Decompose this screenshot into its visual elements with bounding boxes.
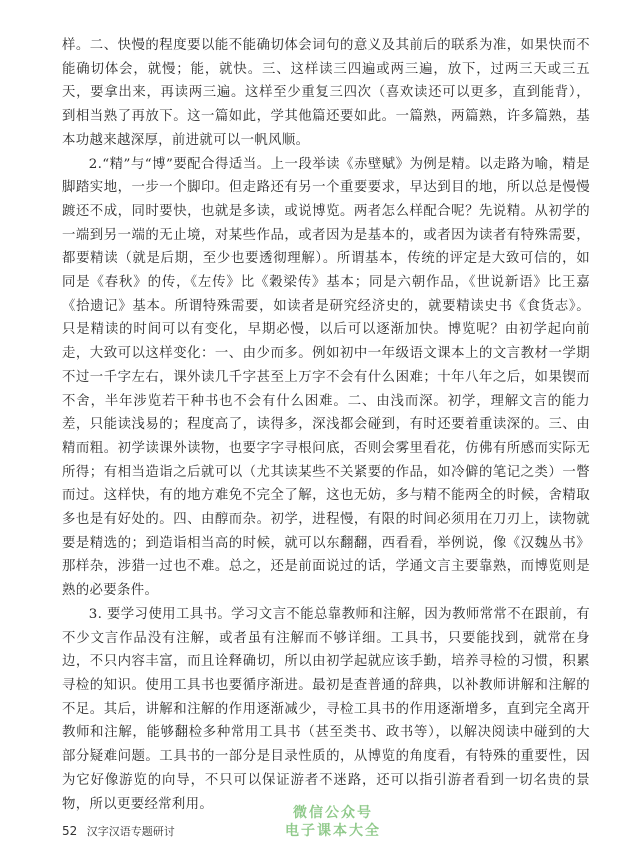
body-text: [62, 34, 590, 816]
paragraph-3-reference-books: 3. 要学习使用工具书。学习文言不能总靠教师和注解，因为教师常常不在跟前，有不少文言作品没有注解，或者虽有注解而不够详细。工具书，只要能找到，就常在身边，不只内容丰富，而且诠释确切，所以由初学起就应该手勤，培养寻检的习惯，积累寻检的知识。使用工具书也要循序渐进。最初是查普通的辞典，以补教师讲解和注解的不足。其后，讲解和注解的作用逐渐减少，寻检工具书的作用逐渐增多，直到完全离开教师和注解，能够翻检多种常用工具书（甚至类书、政书等），以解决阅读中碰到的大部分疑难问题。工具书的一部分是目录性质的，从博览的角度看，有特殊的重要性，因为它好像游览的向导，不只可以保证游者不迷路，还可以指引游者看到一切名贵的景物，所以更要经常利用。: [62, 606, 590, 812]
page-footer: [62, 823, 175, 839]
paragraph-2-jing-bo: 2.“精”与“博”要配合得适当。上一段举读《赤壁赋》为例是精。以走路为喻，精是脚踏实地，一步一个脚印。但走路还有另一个重要要求，早达到目的地，所以总是慢慢踱还不成，同时要快，也就是多读，或说博览。两者怎么样配合呢？先说精。从初学的一端到另一端的无止境，对某些作品，或者因为是基本的，或者因为读者有特殊需要，都要精读（就是后期，至少也要透彻理解）。所谓基本，传统的评定是大致可信的，如同是《春秋》的传，《左传》比《穀梁传》基本；同是六朝作品，《世说新语》比王嘉《拾遗记》基本。所谓特殊需要，如读者是研究经济史的，就要精读史书《食货志》。只是精读的时间可以有变化，早期必慢，以后可以逐渐加快。博览呢？由初学起向前走，大致可以这样变化：一、由少而多。例如初中一年级语文课本上的文言教材一学期不过一千字左右，课外读几千字甚至上万字不会有什么困难；十年八年之后，如果锲而不舍，半年涉览若干种书也不会有什么困难。二、由浅而深。初学，理解文言的能力差，只能读浅易的；程度高了，读得多，深浅都会碰到，有时还要着重读深的。三、由精而粗。初学读课外读物，也要字字寻根问底，否则会雾里看花，仿佛有所感而实际无所得；有相当造诣之后就可以（尤其读某些不关紧要的作品，如冷僻的笔记之类）一瞥而过。这样快，有的地方难免不完全了解，这也无妨，多与精不能两全的时候，舍精取多也是有好处的。四、由醇而杂。初学，进程慢，有限的时间必须用在刀刃上，读物就要是精选的；到造诣相当高的时候，就可以东翻翻，西看看，举例说，像《汉魏丛书》那样杂，涉猎一过也不难。总之，还是前面说过的话，学通文言主要靠熟，而博览则是熟的必要条件。: [62, 156, 590, 599]
paragraph-continuation: 样。二、快慢的程度要以能不能确切体会词句的意义及其前后的联系为准，如果快而不能确切体会，就慢；能，就快。三、这样读三四遍或两三遍，放下，过两三天或三五天，要拿出来，再读两三遍。这样至少重复三四次（喜欢读还可以更多，直到能背），到相当熟了再放下。这一篇如此，学其他篇还要如此。一篇熟，两篇熟，许多篇熟，基本功越来越深厚，前进就可以一帆风顺。: [62, 38, 590, 148]
watermark: [248, 804, 418, 840]
watermark-line-1: 微信公众号: [293, 805, 373, 821]
page-number: 52: [62, 824, 78, 838]
book-title: 汉字汉语专题研讨: [86, 825, 175, 838]
watermark-line-2: 电子课本大全: [285, 823, 381, 839]
